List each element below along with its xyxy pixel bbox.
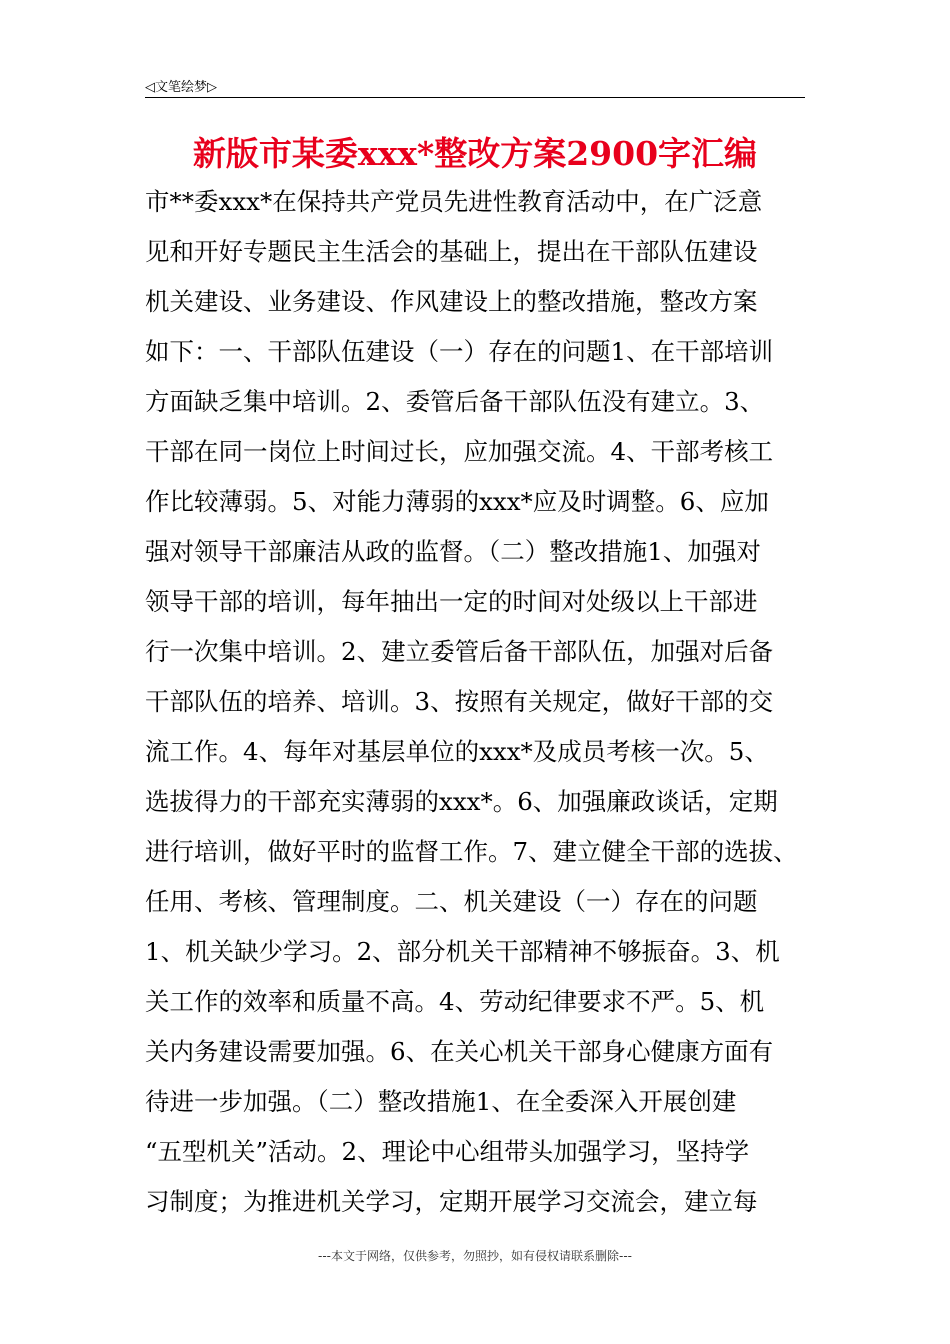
body-text-line: 如下：一、干部队伍建设（一）存在的问题1、在干部培训	[145, 337, 774, 366]
body-text-line: 见和开好专题民主生活会的基础上，提出在干部队伍建设	[145, 237, 758, 266]
body-text-line: “五型机关”活动。2、理论中心组带头加强学习，坚持学	[145, 1137, 750, 1166]
body-text-line: 机关建设、业务建设、作风建设上的整改措施，整改方案	[145, 287, 758, 316]
body-text-line: 关内务建设需要加强。6、在关心机关干部身心健康方面有	[145, 1037, 774, 1066]
footer-disclaimer: ---本文于网络，仅供参考，勿照抄，如有侵权请联系删除---	[318, 1249, 632, 1263]
body-text-line: 流工作。4、每年对基层单位的xxx*及成员考核一次。5、	[145, 737, 769, 766]
body-text-line: 任用、考核、管理制度。二、机关建设（一）存在的问题	[145, 887, 758, 916]
body-text-line: 作比较薄弱。5、对能力薄弱的xxx*应及时调整。6、应加	[145, 487, 769, 516]
body-text-line: 1、机关缺少学习。2、部分机关干部精神不够振奋。3、机	[145, 937, 780, 966]
body-text-line: 习制度；为推进机关学习，定期开展学习交流会，建立每	[145, 1187, 758, 1216]
document-body	[145, 182, 810, 1232]
header-brand: ◁文笔绘梦▷	[145, 80, 217, 95]
body-text-line: 待进一步加强。（二）整改措施1、在全委深入开展创建	[145, 1087, 737, 1116]
body-text-line: 选拔得力的干部充实薄弱的xxx*。6、加强廉政谈话，定期	[145, 787, 778, 816]
body-text-line: 行一次集中培训。2、建立委管后备干部队伍，加强对后备	[145, 637, 774, 666]
header-divider	[145, 97, 805, 98]
body-text-line: 干部在同一岗位上时间过长，应加强交流。4、干部考核工	[145, 437, 774, 466]
body-text-line: 关工作的效率和质量不高。4、劳动纪律要求不严。5、机	[145, 987, 765, 1016]
body-text-line: 方面缺乏集中培训。2、委管后备干部队伍没有建立。3、	[145, 387, 765, 416]
body-text-line: 进行培训，做好平时的监督工作。7、建立健全干部的选拔、	[145, 837, 798, 866]
document-title: 新版市某委xxx*整改方案2900字汇编	[192, 134, 758, 173]
body-text-line: 干部队伍的培养、培训。3、按照有关规定，做好干部的交	[145, 687, 774, 716]
body-text-line: 强对领导干部廉洁从政的监督。（二）整改措施1、加强对	[145, 537, 761, 566]
body-text-line: 市**委xxx*在保持共产党员先进性教育活动中，在广泛意	[145, 187, 763, 216]
body-text-line: 领导干部的培训，每年抽出一定的时间对处级以上干部进	[145, 587, 758, 616]
